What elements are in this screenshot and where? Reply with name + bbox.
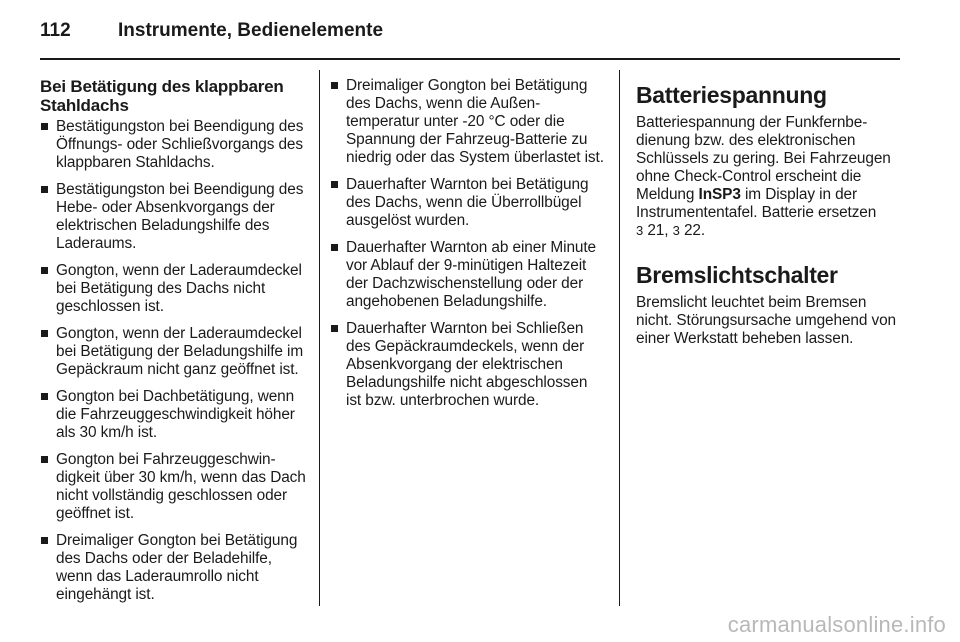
bullet-icon xyxy=(41,393,48,400)
bullet-icon xyxy=(41,537,48,544)
page-title: Instrumente, Bedienelemente xyxy=(118,20,384,41)
section-heading-batteriespannung: Batteriespannung xyxy=(636,82,827,108)
list-item-text: Bestätigungston bei Beendigung des Hebe- oder Absenkvorgangs der elektrischen Beladungshilfe des Laderaums. xyxy=(56,181,304,252)
bullet-icon xyxy=(331,325,338,332)
list-item xyxy=(330,77,606,167)
bullet-icon xyxy=(331,82,338,89)
column-divider-right xyxy=(619,70,620,606)
list-item-text: Dauerhafter Warnton bei Betätigung des Dachs, wenn die Überrollbügel ausgelöst wurden. xyxy=(346,176,589,229)
list-item-text: Gongton, wenn der Laderaumdeckel bei Betätigung des Dachs nicht geschlossen ist. xyxy=(56,262,302,315)
bullet-icon xyxy=(41,330,48,337)
bullet-icon xyxy=(331,181,338,188)
list-item xyxy=(40,451,306,523)
list-item xyxy=(330,176,606,230)
battery-paragraph: Batteriespannung der Funkfernbedienung bzw. des elektronischen Schlüssels zu gering. Bei Fahrzeugen ohne Check-Control erscheint die Meldung InSP3 im Display in der Instrumententafel. Batterie ersetzen 3 21, 3 22. xyxy=(636,114,891,239)
list-item-text: Bestätigungston bei Beendigung des Öffnungs- oder Schließvorgangs des klappbaren Stahldachs. xyxy=(56,118,304,171)
list-item xyxy=(40,388,306,442)
list-item xyxy=(40,118,306,172)
page-reference-link[interactable]: 22 xyxy=(683,222,701,239)
watermark: carmanualsonline.info xyxy=(727,612,946,637)
display-code: InSP3 xyxy=(698,186,741,203)
battery-text-after: im Display in der Instrumententafel. Batterie ersetzen xyxy=(636,186,877,221)
column-1 xyxy=(40,77,306,613)
section-heading-stahldach: Bei Betätigung des klappbaren Stahldachs xyxy=(40,77,284,115)
list-item-text: Gongton, wenn der Laderaumdeckel bei Betätigung der Beladungshilfe im Gepäckraum nicht ganz geöffnet ist. xyxy=(56,325,304,378)
page-reference-arrow-icon: 3 xyxy=(672,223,680,238)
page-number: 112 xyxy=(40,20,71,41)
list-item xyxy=(330,239,606,311)
column-3 xyxy=(636,82,906,370)
page-reference-link[interactable]: 21 xyxy=(647,222,665,239)
list-item xyxy=(40,262,306,316)
column-2 xyxy=(330,77,606,419)
section-heading-bremslichtschalter: Bremslichtschalter xyxy=(636,262,838,288)
list-item-text: Gongton bei Fahrzeuggeschwindigkeit über 30 km/h, wenn das Dach nicht vollständig geschlossen oder geöffnet ist. xyxy=(56,451,306,522)
bullet-list-2 xyxy=(330,77,606,410)
list-item xyxy=(40,325,306,379)
list-item-text: Dauerhafter Warnton bei Schließen des Gepäckraumdeckels, wenn der Absenkvorgang der elektrischen Beladungshilfe nicht abgeschlossen ist bzw. unterbrochen wurde. xyxy=(346,320,588,409)
page-reference-arrow-icon: 3 xyxy=(636,223,644,238)
header-rule xyxy=(40,58,900,60)
brake-paragraph: Bremslicht leuchtet beim Bremsen nicht. Störungsursache umgehend von einer Werkstatt beheben lassen. xyxy=(636,294,897,347)
list-item xyxy=(40,532,306,604)
bullet-icon xyxy=(41,456,48,463)
bullet-icon xyxy=(331,244,338,251)
list-item-text: Dreimaliger Gongton bei Betätigung des Dachs, wenn die Außentemperatur unter -20 °C oder die Spannung der Fahrzeug-Batterie zu niedrig oder das System überlastet ist. xyxy=(346,77,604,166)
column-divider-left xyxy=(319,70,320,606)
list-item-text: Dauerhafter Warnton ab einer Minute vor Ablauf der 9-minütigen Haltezeit der Dachzwischenstellung oder der angehobenen Beladungshilfe. xyxy=(346,239,597,310)
bullet-icon xyxy=(41,267,48,274)
battery-text-before: Batteriespannung der Funkfernbedienung bzw. des elektronischen Schlüssels zu gering. Bei Fahrzeugen ohne Check-Control erscheint die Meldung xyxy=(636,114,891,203)
list-item-text: Dreimaliger Gongton bei Betätigung des Dachs oder der Beladehilfe, wenn das Laderaumrollo nicht eingehängt ist. xyxy=(56,532,298,603)
bullet-icon xyxy=(41,186,48,193)
list-item xyxy=(40,181,306,253)
page-header xyxy=(40,20,910,46)
list-item xyxy=(330,320,606,410)
bullet-list-1 xyxy=(40,118,306,604)
bullet-icon xyxy=(41,123,48,130)
list-item-text: Gongton bei Dachbetätigung, wenn die Fahrzeuggeschwindigkeit höher als 30 km/h ist. xyxy=(56,388,295,441)
